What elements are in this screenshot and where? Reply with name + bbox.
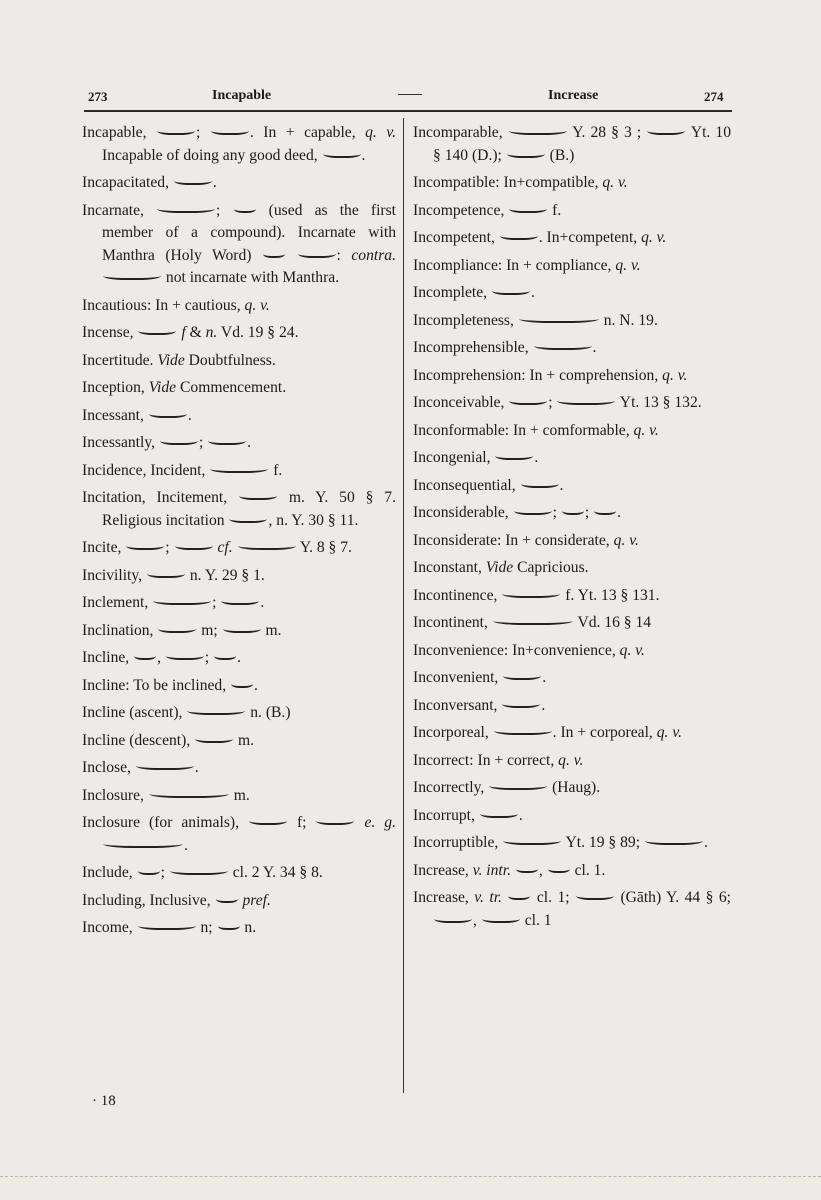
avestan-script-word xyxy=(214,650,236,660)
entry-text: ; xyxy=(160,864,169,881)
avestan-script-word xyxy=(229,513,267,523)
dictionary-entry xyxy=(82,537,396,560)
italic-abbreviation: pref. xyxy=(242,891,271,909)
dictionary-entry xyxy=(413,530,731,553)
dictionary-entry xyxy=(413,282,731,305)
entry-text: , n. Y. 30 § 11. xyxy=(268,511,359,529)
entry-text: n. xyxy=(240,919,257,936)
dictionary-entry xyxy=(413,860,731,883)
avestan-script-word xyxy=(231,678,253,688)
entry-text: Incomplete, xyxy=(413,284,491,301)
dictionary-entry xyxy=(82,917,396,940)
entry-text: ; xyxy=(584,504,594,521)
entry-text: cl. 1; xyxy=(531,889,576,906)
entry-text: Inconstant, xyxy=(413,559,486,576)
entry-text: Yt. 13 § 132. xyxy=(616,394,702,411)
dictionary-entry xyxy=(413,337,731,360)
entry-text: . In + capable, xyxy=(249,124,366,141)
avestan-script-word xyxy=(434,913,472,923)
dictionary-entry xyxy=(82,730,396,753)
entry-text: Incertitude. xyxy=(82,351,158,369)
dictionary-entry xyxy=(413,887,731,932)
entry-text: . xyxy=(247,434,252,451)
avestan-script-word xyxy=(503,670,541,680)
avestan-script-word xyxy=(500,230,538,240)
avestan-script-word xyxy=(509,395,547,405)
italic-abbreviation: q. v. xyxy=(619,641,645,659)
entry-text: . xyxy=(518,806,523,824)
dictionary-entry xyxy=(413,667,731,690)
entry-text: Commencement. xyxy=(176,379,287,396)
avestan-script-word xyxy=(158,623,196,633)
entry-text: cl. 1 xyxy=(520,911,552,929)
entry-text: ; xyxy=(204,649,214,666)
avestan-script-word xyxy=(157,125,195,135)
dictionary-entry xyxy=(82,172,396,195)
avestan-script-word xyxy=(298,248,336,258)
avestan-script-word xyxy=(153,595,211,605)
italic-abbreviation: q. v. xyxy=(613,531,639,549)
entry-text: Capricious. xyxy=(513,559,589,576)
entry-text: Incompleteness, xyxy=(413,311,518,329)
italic-abbreviation: q. v. xyxy=(558,751,584,769)
entry-text: & xyxy=(185,324,206,341)
entry-text: , xyxy=(538,861,547,879)
right-column xyxy=(413,122,731,937)
avestan-script-word xyxy=(218,920,240,930)
avestan-script-word xyxy=(503,835,561,845)
avestan-script-word xyxy=(103,838,183,848)
avestan-script-word xyxy=(138,920,196,930)
avestan-script-word xyxy=(516,863,538,873)
dictionary-entry xyxy=(82,620,396,643)
dictionary-entry xyxy=(413,420,731,443)
entry-text: Incense, xyxy=(82,324,138,341)
entry-text: Income, xyxy=(82,919,137,936)
avestan-script-word xyxy=(489,780,547,790)
entry-text: . xyxy=(254,676,258,694)
entry-text: Yt. 19 § 89; xyxy=(562,834,644,851)
avestan-script-word xyxy=(548,863,570,873)
entry-text: Incorrect: In + correct, xyxy=(413,751,559,769)
dictionary-entry xyxy=(413,447,731,470)
entry-text: Inconversant, xyxy=(413,696,502,714)
entry-text: Incapacitated, xyxy=(82,174,173,191)
avestan-script-word xyxy=(211,125,249,135)
entry-text: m; xyxy=(197,621,222,639)
dictionary-entry xyxy=(413,310,731,333)
entry-text: Vd. 16 § 14 xyxy=(573,614,652,631)
dictionary-entry xyxy=(82,785,396,808)
avestan-script-word xyxy=(494,725,552,735)
entry-text: . In + corporeal, xyxy=(552,724,657,741)
avestan-script-word xyxy=(480,808,518,818)
entry-text: (Haug). xyxy=(548,779,601,796)
dictionary-entry xyxy=(413,777,731,800)
entry-text: Incapable, xyxy=(82,124,157,141)
italic-abbreviation: q. v. xyxy=(602,174,628,191)
avestan-script-word xyxy=(316,815,354,825)
dictionary-entry xyxy=(82,890,396,913)
entry-text: . xyxy=(559,476,564,494)
dictionary-entry xyxy=(413,585,731,608)
entry-text: : xyxy=(336,246,352,264)
avestan-script-word xyxy=(166,650,204,660)
page-number-right: 274 xyxy=(704,89,724,104)
avestan-script-word xyxy=(249,815,287,825)
entry-text: . xyxy=(617,504,621,521)
entry-text: , xyxy=(473,911,481,929)
dictionary-entry xyxy=(82,757,396,780)
italic-abbreviation: f xyxy=(181,324,186,341)
dictionary-entry xyxy=(413,750,731,773)
entry-text: Yt. 10 § 140 (D.); xyxy=(433,124,731,164)
avestan-script-word xyxy=(138,325,176,335)
entry-text: Include, xyxy=(82,864,137,881)
dictionary-entry xyxy=(82,460,396,483)
dictionary-entry xyxy=(413,392,731,415)
dictionary-entry xyxy=(413,832,731,855)
dictionary-entry xyxy=(413,695,731,718)
avestan-script-word xyxy=(223,623,261,633)
entry-text: . xyxy=(530,284,535,301)
dictionary-entry xyxy=(413,227,731,250)
entry-text: Incomparable, xyxy=(413,124,508,141)
avestan-script-word xyxy=(519,313,599,323)
italic-abbreviation: q. v. xyxy=(662,366,688,384)
italic-abbreviation: n. xyxy=(205,324,218,341)
entry-text: Y. 8 § 7. xyxy=(296,539,352,556)
entry-text: Inclement, xyxy=(82,594,153,611)
italic-abbreviation: q. v. xyxy=(656,724,682,741)
entry-text: Y. 28 § 3 ; xyxy=(567,124,647,141)
dictionary-entry xyxy=(413,722,731,745)
entry-text: Incidence, Incident, xyxy=(82,461,210,479)
entry-text: Inclosure (for animals), xyxy=(82,814,248,831)
entry-text: ; xyxy=(198,434,208,451)
dictionary-entry xyxy=(82,200,396,290)
entry-text: Inconceivable, xyxy=(413,394,509,411)
entry-text: Incorrectly, xyxy=(413,779,489,796)
avestan-script-word xyxy=(221,595,259,605)
avestan-script-word xyxy=(263,248,285,258)
dictionary-entry xyxy=(82,812,396,857)
avestan-script-word xyxy=(239,490,277,500)
avestan-script-word xyxy=(508,890,530,900)
avestan-script-word xyxy=(323,148,361,158)
entry-text: Inconsequential, xyxy=(413,476,520,494)
page-number-left: 273 xyxy=(88,89,108,104)
entry-text: Inconsiderate: In + considerate, xyxy=(413,531,614,549)
entry-text: Inconformable: In + comformable, xyxy=(413,421,634,439)
page-edge xyxy=(0,1176,821,1177)
entry-text: (used as the first member of a compound). Incarnate with Manthra (Holy Word) xyxy=(102,201,397,264)
avestan-script-word xyxy=(647,125,685,135)
entry-text: Incline (descent), xyxy=(82,731,195,749)
avestan-script-word xyxy=(149,408,187,418)
avestan-script-word xyxy=(645,835,703,845)
entry-text: . xyxy=(703,834,708,851)
entry-text: n. Y. 29 § 1. xyxy=(185,566,265,584)
dictionary-entry xyxy=(413,502,731,525)
avestan-script-word xyxy=(502,588,560,598)
entry-text: . xyxy=(237,649,242,666)
entry-text: m. xyxy=(261,621,282,639)
avestan-script-word xyxy=(521,478,559,488)
entry-text: f; xyxy=(287,814,316,831)
entry-text: (Gāth) Y. 44 § 6; xyxy=(615,889,732,906)
entry-text: ; xyxy=(165,539,174,556)
running-head-right: Increase xyxy=(548,88,599,103)
avestan-script-word xyxy=(208,435,246,445)
entry-text: Incite, xyxy=(82,539,126,556)
italic-abbreviation: q. v. xyxy=(244,296,270,314)
entry-text: ; xyxy=(548,394,557,411)
dictionary-entry xyxy=(82,377,396,400)
avestan-script-word xyxy=(502,698,540,708)
entry-text: ; xyxy=(212,594,221,611)
dictionary-entry xyxy=(413,172,731,195)
italic-abbreviation: v. intr. xyxy=(472,861,511,879)
entry-text: Vd. 19 § 24. xyxy=(217,324,299,341)
avestan-script-word xyxy=(147,568,185,578)
avestan-script-word xyxy=(138,865,160,875)
avestan-script-word xyxy=(495,450,533,460)
entry-text: . xyxy=(184,836,188,854)
entry-text: Inception, xyxy=(82,379,149,396)
entry-text: f. Yt. 13 § 131. xyxy=(561,586,660,604)
dictionary-entry xyxy=(413,557,731,580)
entry-text: m. Y. 50 § 7. Religious incitation xyxy=(102,489,396,529)
dictionary-entry xyxy=(82,565,396,588)
entry-text: Incivility, xyxy=(82,566,146,584)
avestan-script-word xyxy=(157,203,215,213)
entry-text: Incapable of doing any good deed, xyxy=(102,146,322,164)
entry-text: . xyxy=(592,339,597,356)
entry-text: Inclose, xyxy=(82,759,135,776)
entry-text: . xyxy=(534,449,539,466)
header-dash xyxy=(398,94,422,95)
entry-text: Doubtfulness. xyxy=(184,351,276,369)
entry-text: . xyxy=(194,759,199,776)
entry-text: Inconsiderable, xyxy=(413,504,513,521)
entry-text: Incline, xyxy=(82,649,134,666)
entry-text: Increase, xyxy=(413,861,473,879)
entry-text: Incompatible: In+compatible, xyxy=(413,174,603,191)
entry-text: n; xyxy=(196,919,217,936)
entry-text: n. (B.) xyxy=(246,704,291,721)
entry-text: not incarnate with Manthra. xyxy=(162,269,340,286)
entry-text: . xyxy=(541,696,546,714)
entry-text: Incorruptible, xyxy=(413,834,503,851)
entry-text: Incorrupt, xyxy=(413,806,479,824)
entry-text xyxy=(511,862,515,879)
italic-abbreviation: Vide xyxy=(148,379,177,396)
entry-text: Incomprehension: In + comprehension, xyxy=(413,366,663,384)
entry-text: . xyxy=(542,669,547,686)
entry-text: ; xyxy=(196,124,210,141)
dictionary-entry xyxy=(82,122,396,167)
entry-text: Incessant, xyxy=(82,406,148,424)
entry-text xyxy=(502,889,507,906)
dictionary-entry xyxy=(413,200,731,223)
dictionary-entry xyxy=(413,365,731,388)
entry-text: Incessantly, xyxy=(82,434,159,451)
dictionary-entry xyxy=(82,432,396,455)
entry-text: m. xyxy=(229,786,250,804)
signature-mark: · 18 xyxy=(92,1093,116,1109)
dictionary-entry xyxy=(413,805,731,828)
entry-text: . xyxy=(260,594,265,611)
page-header xyxy=(88,86,728,108)
dictionary-entry xyxy=(413,122,731,167)
entry-text: ; xyxy=(552,504,561,521)
entry-text: (B.) xyxy=(545,146,575,164)
entry-text: Incomprehensible, xyxy=(413,339,533,356)
entry-text: f. xyxy=(548,201,562,219)
dictionary-entry xyxy=(82,592,396,615)
entry-text: . xyxy=(187,406,192,424)
entry-text: Incompliance: In + compliance, xyxy=(413,256,616,274)
entry-text: Increase, xyxy=(413,889,475,906)
avestan-script-word xyxy=(509,125,567,135)
entry-text: m. xyxy=(234,731,255,749)
italic-abbreviation: Vide xyxy=(485,559,514,576)
column-divider xyxy=(403,118,404,1093)
dictionary-entry xyxy=(413,612,731,635)
italic-abbreviation: q. v. xyxy=(365,124,396,141)
entry-text: cl. 2 Y. 34 § 8. xyxy=(228,864,323,881)
italic-abbreviation: q. v. xyxy=(633,421,659,439)
avestan-script-word xyxy=(195,733,233,743)
avestan-script-word xyxy=(216,893,238,903)
avestan-script-word xyxy=(514,505,552,515)
entry-text: Incompetence, xyxy=(413,201,509,219)
italic-abbreviation: e. g. xyxy=(364,814,396,831)
avestan-script-word xyxy=(509,203,547,213)
avestan-script-word xyxy=(187,705,245,715)
avestan-script-word xyxy=(238,540,296,550)
avestan-script-word xyxy=(160,435,198,445)
entry-text: ; xyxy=(216,201,233,219)
italic-abbreviation: q. v. xyxy=(641,229,667,246)
entry-text: Incitation, Incitement, xyxy=(82,489,238,506)
dictionary-entry xyxy=(413,640,731,663)
avestan-script-word xyxy=(507,148,545,158)
italic-abbreviation: v. tr. xyxy=(474,889,502,906)
entry-text: Incongenial, xyxy=(413,449,495,466)
entry-text: Incline: To be inclined, xyxy=(82,676,231,694)
entry-text: Incarnate, xyxy=(82,201,157,219)
italic-abbreviation: cf. xyxy=(217,539,233,556)
italic-abbreviation: contra. xyxy=(351,246,396,264)
dictionary-entry xyxy=(82,862,396,885)
entry-text xyxy=(233,539,237,556)
avestan-script-word xyxy=(562,505,584,515)
italic-abbreviation: q. v. xyxy=(615,256,641,274)
entry-text: Inclosure, xyxy=(82,786,148,804)
entry-text xyxy=(286,247,297,264)
entry-text: f. xyxy=(269,461,283,479)
entry-text: Incline (ascent), xyxy=(82,704,187,721)
dictionary-entry xyxy=(82,350,396,373)
entry-text: Incautious: In + cautious, xyxy=(82,296,245,314)
running-head-left: Incapable xyxy=(212,88,272,103)
entry-text: Inconvenient, xyxy=(413,669,503,686)
avestan-script-word xyxy=(149,788,229,798)
entry-text: Incontinence, xyxy=(413,586,502,604)
entry-text: , xyxy=(157,649,165,666)
avestan-script-word xyxy=(534,340,592,350)
avestan-script-word xyxy=(170,865,228,875)
dictionary-entry xyxy=(413,255,731,278)
entry-text: Including, Inclusive, xyxy=(82,891,215,909)
dictionary-entry xyxy=(82,405,396,428)
entry-text: n. N. 19. xyxy=(599,311,658,329)
avestan-script-word xyxy=(174,175,212,185)
avestan-script-word xyxy=(493,615,573,625)
left-column xyxy=(82,122,396,945)
header-rule xyxy=(84,110,732,112)
entry-text: Inconvenience: In+convenience, xyxy=(413,641,620,659)
avestan-script-word xyxy=(175,540,213,550)
italic-abbreviation: Vide xyxy=(157,351,185,369)
avestan-script-word xyxy=(234,203,256,213)
entry-text: cl. 1. xyxy=(570,861,606,879)
entry-text: . xyxy=(361,146,366,164)
avestan-script-word xyxy=(210,463,268,473)
avestan-script-word xyxy=(126,540,164,550)
dictionary-entry xyxy=(82,322,396,345)
entry-text: Incontinent, xyxy=(413,614,492,631)
entry-text: Incorporeal, xyxy=(413,724,493,741)
entry-text: Incompetent, xyxy=(413,229,499,246)
avestan-script-word xyxy=(594,505,616,515)
entry-text: . xyxy=(212,174,217,191)
dictionary-entry xyxy=(82,675,396,698)
dictionary-entry xyxy=(82,702,396,725)
entry-text: Inclination, xyxy=(82,621,158,639)
dictionary-entry xyxy=(413,475,731,498)
avestan-script-word xyxy=(136,760,194,770)
avestan-script-word xyxy=(103,270,161,280)
avestan-script-word xyxy=(482,913,520,923)
avestan-script-word xyxy=(576,890,614,900)
dictionary-entry xyxy=(82,295,396,318)
entry-text: . In+competent, xyxy=(538,229,642,246)
avestan-script-word xyxy=(492,285,530,295)
dictionary-entry xyxy=(82,647,396,670)
dictionary-entry xyxy=(82,487,396,532)
avestan-script-word xyxy=(134,650,156,660)
avestan-script-word xyxy=(557,395,615,405)
